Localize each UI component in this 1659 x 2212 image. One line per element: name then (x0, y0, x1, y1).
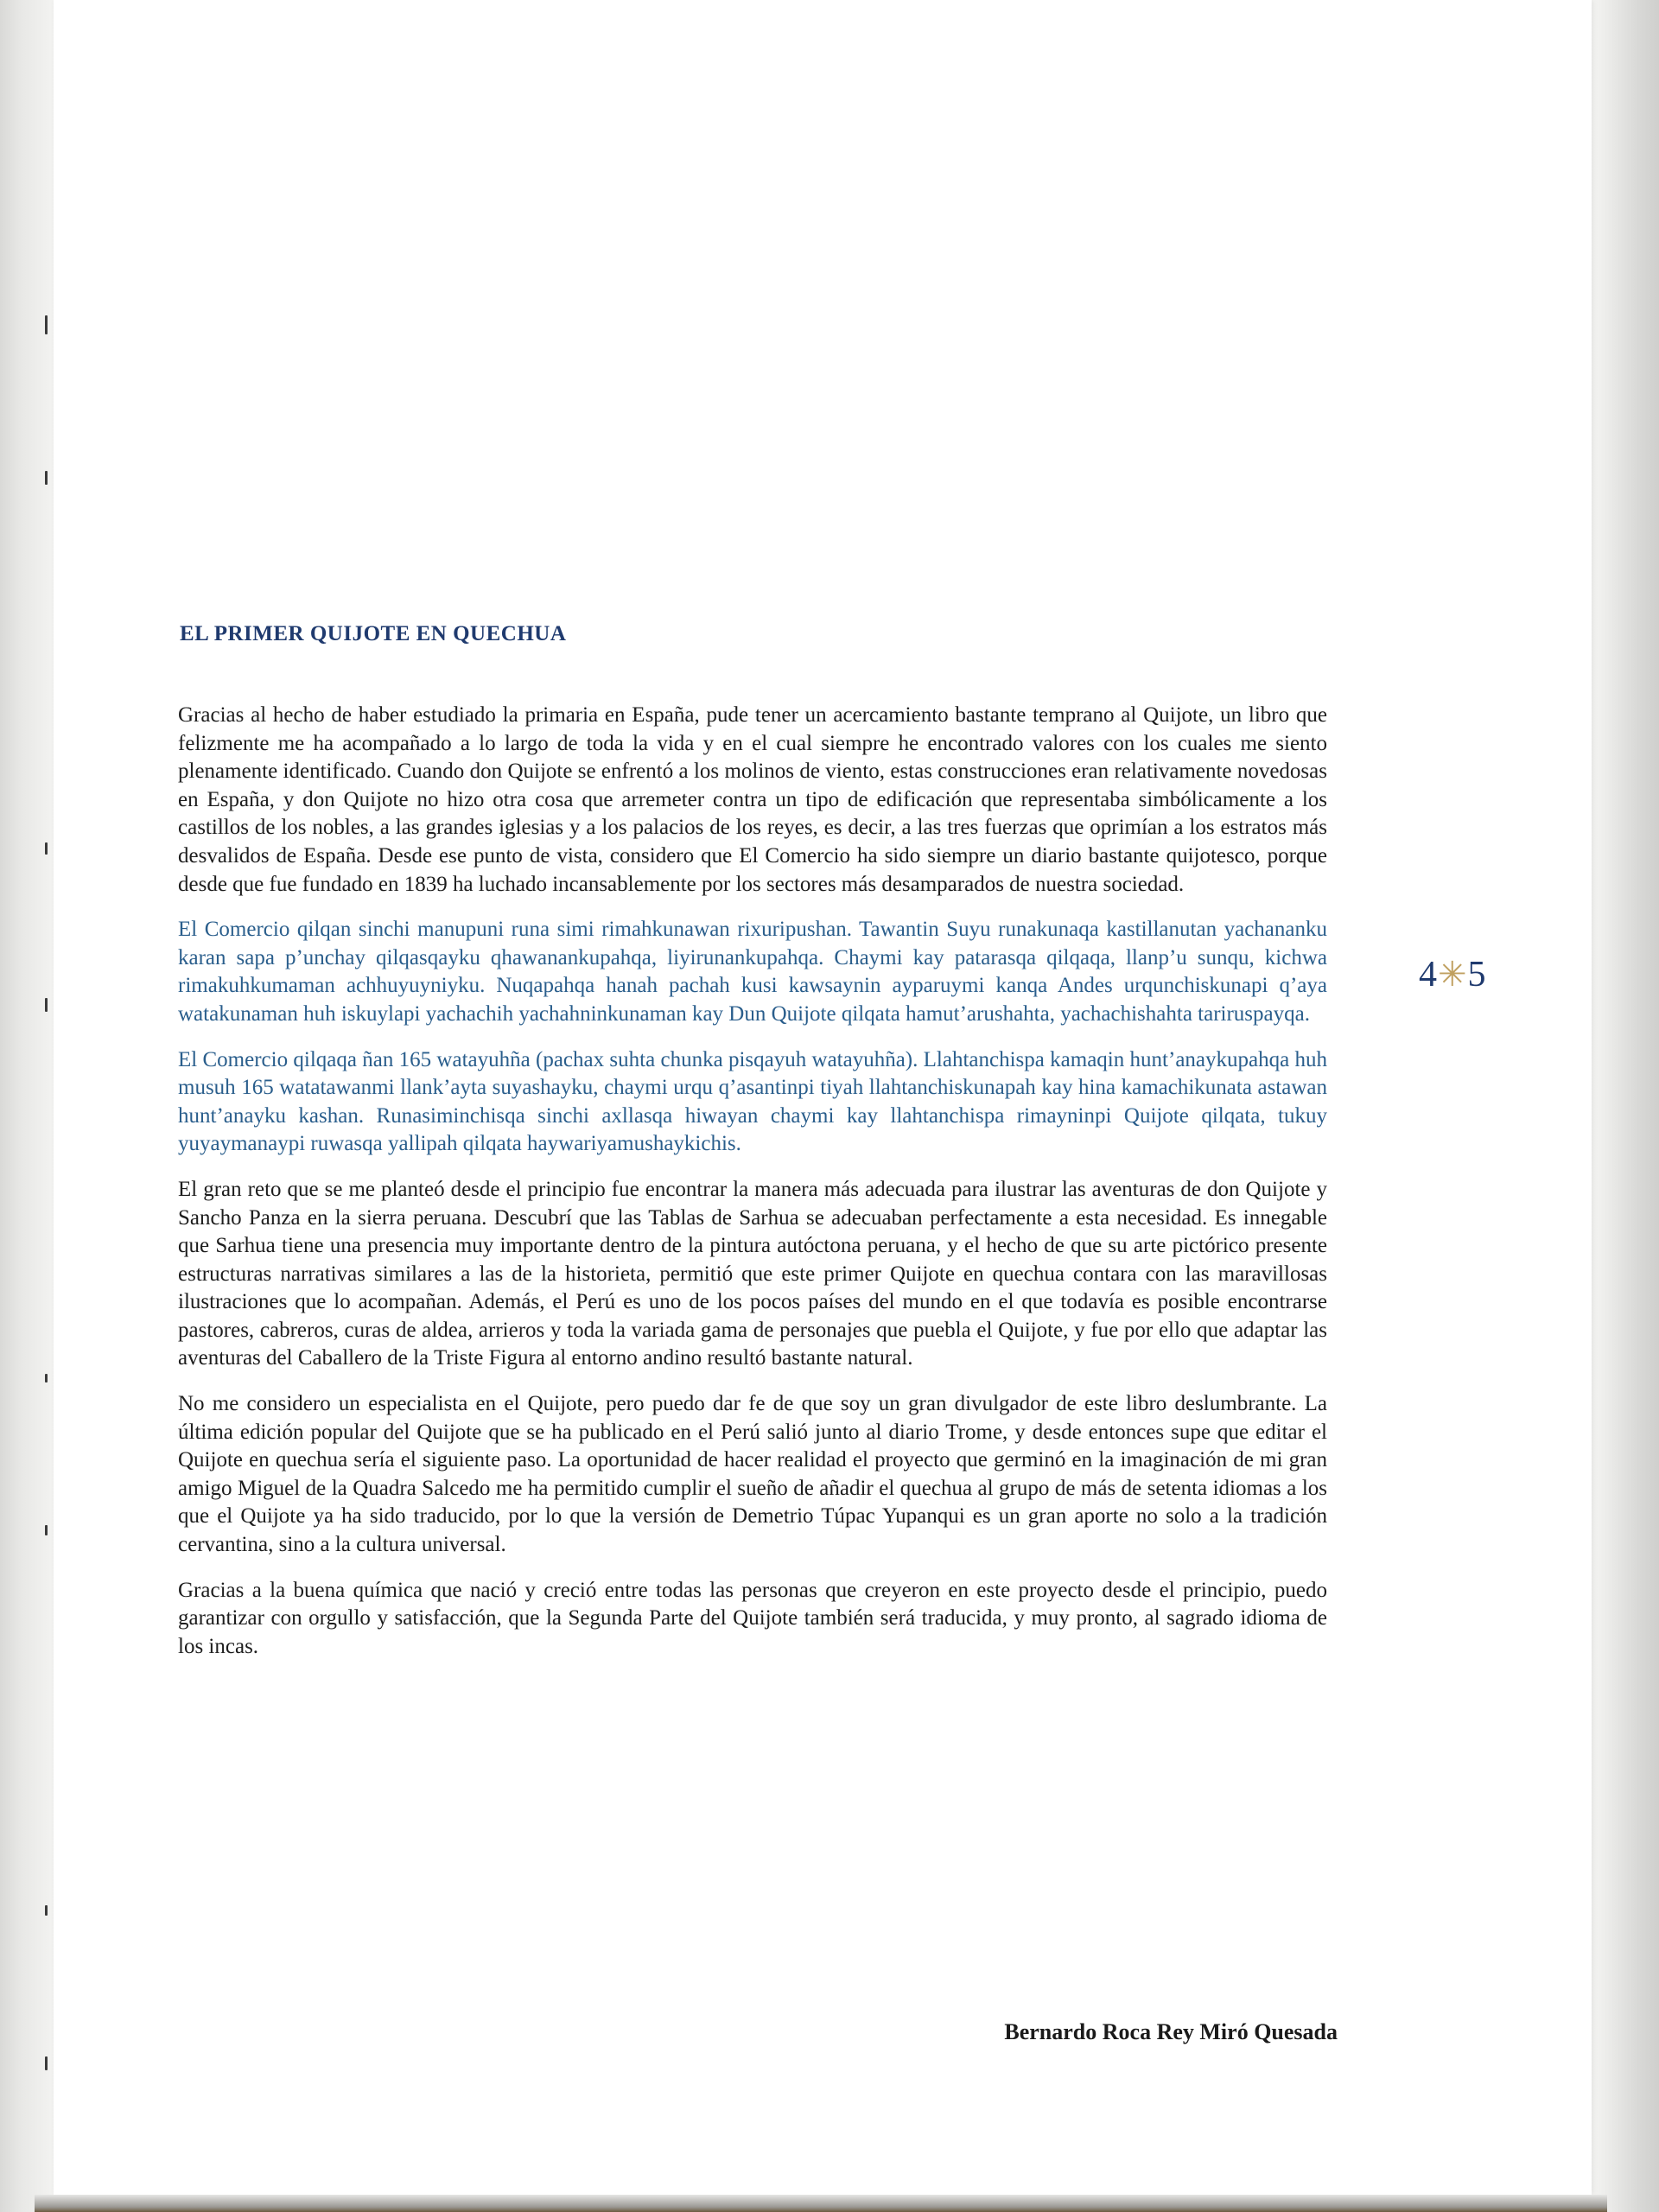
paragraph-quechua-2: El Comercio qilqaqa ñan 165 watayuhña (pachax suhta chunka pisqayuh watayuhña). Llahtanchispa kamaqin hunt’anaykupahqa huh musuh 165 watatawanmi llank’ayta suyashayku, chaymi urqu q’asantinpi tiyah llahtanchiskunapah kay hina kamachikunata astawan hunt’anayku kashan. Runasiminchisqa sinchi axllasqa hiwayan chaymi kay llahtanchispa rimayninpi Quijote qilqata, tukuy yuyaymanaypi ruwasqa yallipah qilqata haywariyamushaykichis. (178, 1047, 1327, 1156)
paragraph-quechua-1: El Comercio qilqan sinchi manupuni runa simi rimahkunawan rixuripushan. Tawantin Suyu runakunaqa kastillanutan yachananku karan sapa p’unchay qilqasqayku qhawanankupahqa, liyirunankupahqa. Chaymi kay patarasqa qilqaqa, llanp’u sunqu, kichwa rimakuhkumaman achhuyuyniyku. Nuqapahqa hanah pachah kusi kawsaynin ayparuymi kanqa Andes urqunchiskunapi q’aya watakunaman huh iskuylapi yachachih yachahninkunaman kay Dun Quijote qilqata hamut’arushahta, yachachishahta tariruspayqa. (178, 918, 1327, 1026)
binding-mark (45, 1525, 48, 1535)
binding-mark (45, 471, 48, 485)
binding-mark (45, 2056, 48, 2070)
binding-mark (45, 842, 48, 855)
page-number-left: 4 (1419, 955, 1437, 995)
section-heading: EL PRIMER QUIJOTE EN QUECHUA (180, 622, 567, 645)
binding-mark (45, 1374, 48, 1382)
paragraph-spanish-3: No me considero un especialista en el Quijote, pero puedo dar fe de que soy un gran divulgador de este libro deslumbrante. La última edición popular del Quijote que se ha publicado en el Perú salió junto al diario Trome, y desde entonces supe que editar el Quijote en quechua sería el siguiente paso. La oportunidad de hacer realidad el proyecto que germinó en la imaginación de mi gran amigo Miguel de la Quadra Salcedo me ha permitido cumplir el sueño de añadir el quechua al grupo de más de setenta idiomas a los que el Quijote ya ha sido traducido, por lo que la versión de Demetrio Túpac Yupanqui es un gran aporte no solo a la tradición cervantina, sino a la cultura universal. (178, 1392, 1327, 1557)
page-shadow (1592, 0, 1659, 2212)
paragraph-spanish-1: Gracias al hecho de haber estudiado la primaria en España, pude tener un acercamiento bastante temprano al Quijote, un libro que felizmente me ha acompañado a lo largo de toda la vida y en el cual siempre he encontrado valores con los cuales me siento plenamente identificado. Cuando don Quijote se enfrentó a los molinos de viento, estas construcciones eran relativamente novedosas en España, y don Quijote no hizo otra cosa que arremeter contra un tipo de edificación que representaba simbólicamente a los castillos de los nobles, a las grandes iglesias y a los palacios de los reyes, es decir, a las tres fuerzas que oprimían a los estratos más desvalidos de España. Desde ese punto de vista, considero que El Comercio ha sido siempre un diario bastante quijotesco, porque desde que fue fundado en 1839 ha luchado incansablemente por los sectores más desamparados de nuestra sociedad. (178, 703, 1327, 896)
author-signature: Bernardo Roca Rey Miró Quesada (1004, 2019, 1338, 2044)
binding-mark (45, 998, 48, 1012)
page-number-right: 5 (1467, 955, 1486, 995)
book-binding (0, 0, 54, 2212)
page-number (1419, 954, 1486, 995)
binding-mark (45, 315, 48, 334)
book-bottom-edge (35, 2195, 1607, 2212)
paragraph-spanish-4: Gracias a la buena química que nació y creció entre todas las personas que creyeron en este proyecto desde el principio, puedo garantizar con orgullo y satisfacción, que la Segunda Parte del Quijote también será traducida, y muy pronto, al sagrado idioma de los incas. (178, 1578, 1327, 1658)
paragraph-spanish-2: El gran reto que se me planteó desde el principio fue encontrar la manera más adecuada para ilustrar las aventuras de don Quijote y Sancho Panza en la sierra peruana. Descubrí que las Tablas de Sarhua se adecuaban perfectamente a esta necesidad. Es innegable que Sarhua tiene una presencia muy importante dentro de la pintura autóctona peruana, y el hecho de que su arte pictórico presente estructuras narrativas similares a las de la historieta, permitió que este primer Quijote en quechua contara con las maravillosas ilustraciones que lo acompañan. Además, el Perú es uno de los pocos países del mundo en el que todavía es posible encontrarse pastores, cabreros, curas de aldea, arrieros y toda la variada gama de personajes que puebla el Quijote, y fue por ello que adaptar las aventuras del Caballero de la Triste Figura al entorno andino resultó bastante natural. (178, 1177, 1327, 1370)
binding-mark (45, 1905, 48, 1916)
article-body (178, 702, 1327, 1678)
asterisk-icon: ✳ (1438, 955, 1467, 994)
